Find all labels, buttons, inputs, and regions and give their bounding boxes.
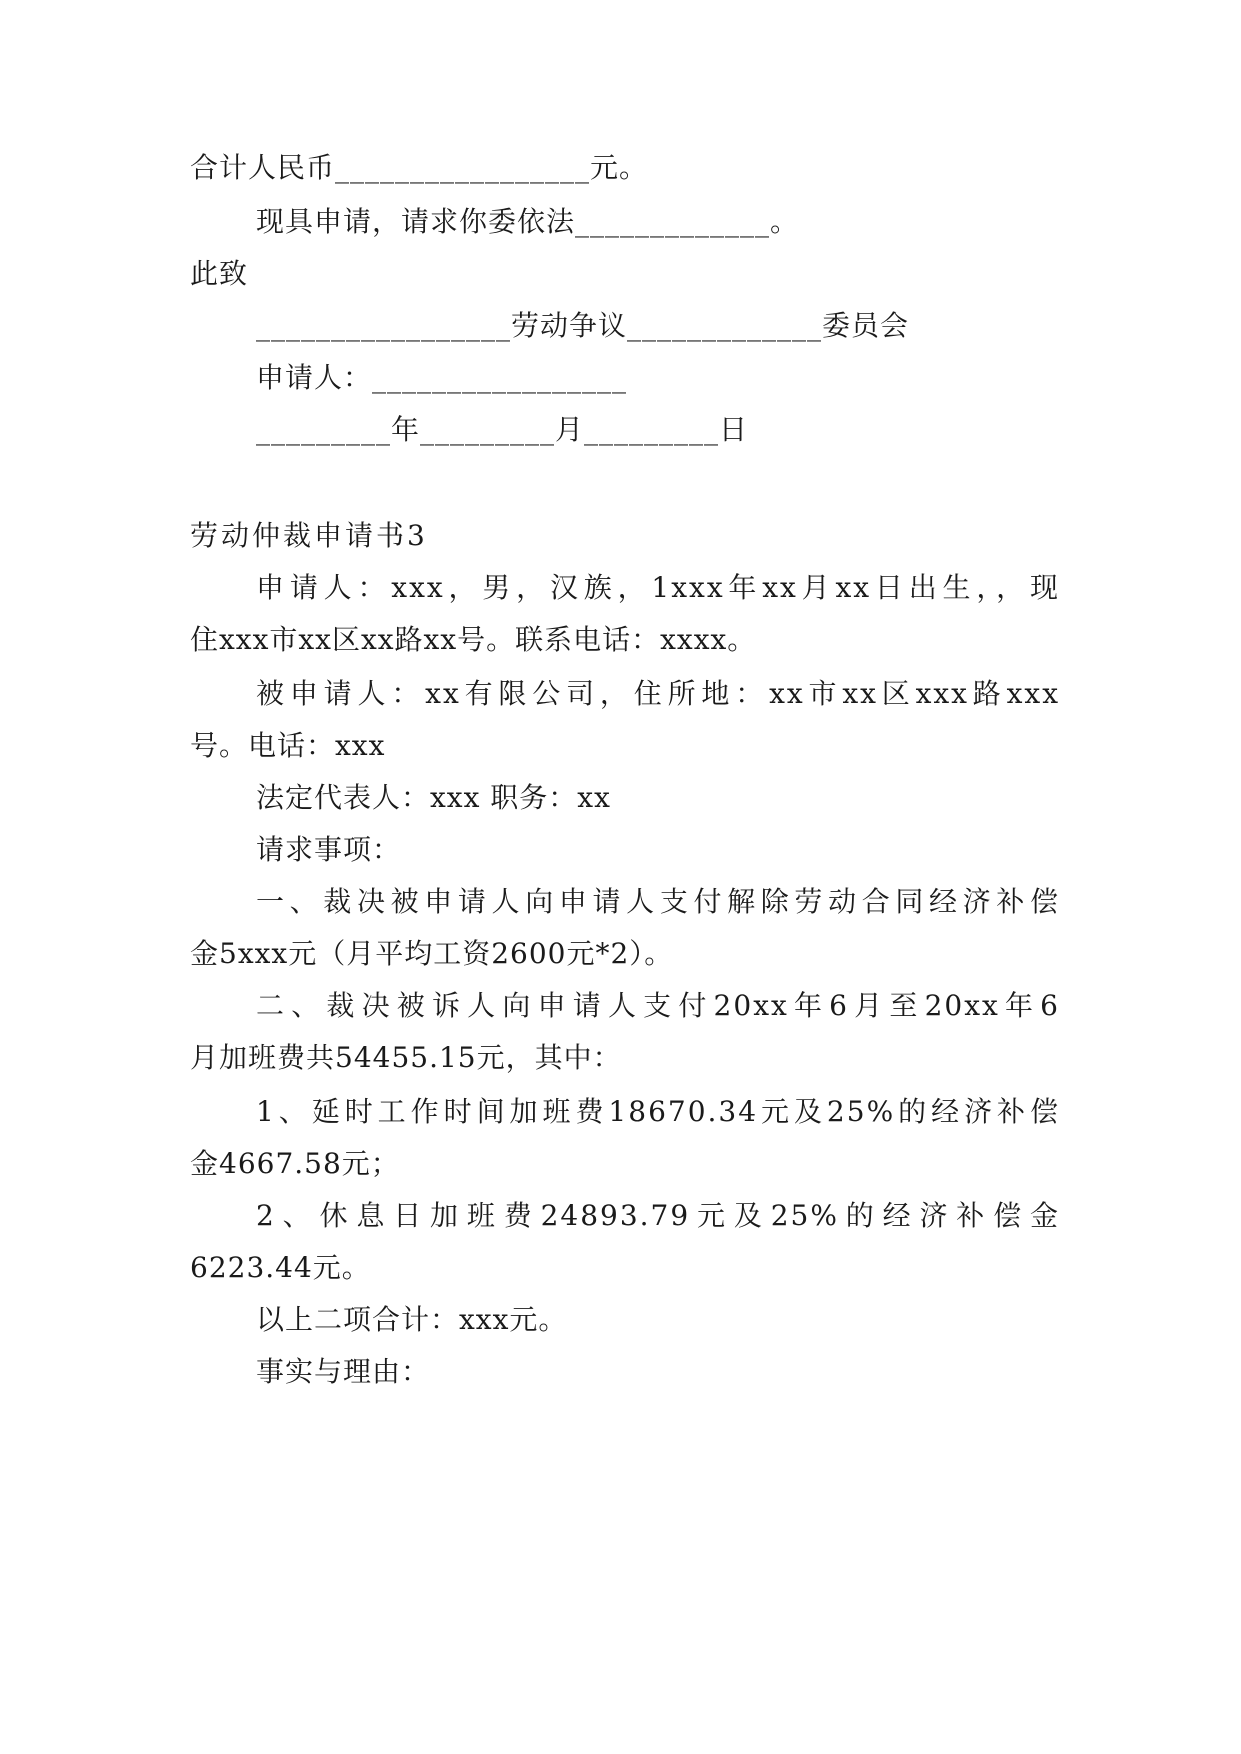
claim-2-line-2: 月加班费共54455.15元，其中： — [190, 1041, 622, 1074]
total-amount-line: 合计人民币_________________元。 — [190, 151, 649, 184]
applicant-info-line-2: 住xxx市xx区xx路xx号。联系电话：xxxx。 — [190, 623, 757, 656]
salutation-line: 此致 — [190, 257, 249, 290]
claims-heading: 请求事项： — [256, 833, 402, 866]
committee-line: _________________劳动争议_____________委员会 — [256, 309, 910, 342]
item-1-line-2: 金4667.58元； — [190, 1147, 400, 1180]
legal-representative-line: 法定代表人：xxx 职务：xx — [256, 781, 611, 814]
respondent-info-line-2: 号。电话：xxx — [190, 729, 386, 762]
item-2-line-2: 6223.44元。 — [190, 1251, 371, 1284]
applicant-info-line-1: 申请人：xxx，男，汉族，1xxx年xx月xx日出生，，现 — [256, 571, 1060, 604]
item-2-line-1: 2、休息日加班费24893.79元及25%的经济补偿金 — [256, 1199, 1060, 1232]
request-line: 现具申请，请求你委依法_____________。 — [256, 205, 800, 238]
claim-1-line-1: 一、裁决被申请人向申请人支付解除劳动合同经济补偿 — [256, 885, 1060, 918]
claims-total-line: 以上二项合计：xxx元。 — [256, 1303, 568, 1336]
applicant-signature-line: 申请人：_________________ — [256, 361, 628, 394]
respondent-info-line-1: 被申请人：xx有限公司，住所地：xx市xx区xxx路xxx — [256, 677, 1060, 710]
claim-1-line-2: 金5xxx元（月平均工资2600元*2）。 — [190, 937, 674, 970]
section-title: 劳动仲裁申请书3 — [190, 519, 428, 552]
date-line: _________年_________月_________日 — [256, 413, 749, 446]
facts-heading: 事实与理由： — [256, 1355, 431, 1388]
claim-2-line-1: 二、裁决被诉人向申请人支付20xx年6月至20xx年6 — [256, 989, 1060, 1022]
item-1-line-1: 1、延时工作时间加班费18670.34元及25%的经济补偿 — [256, 1095, 1060, 1128]
